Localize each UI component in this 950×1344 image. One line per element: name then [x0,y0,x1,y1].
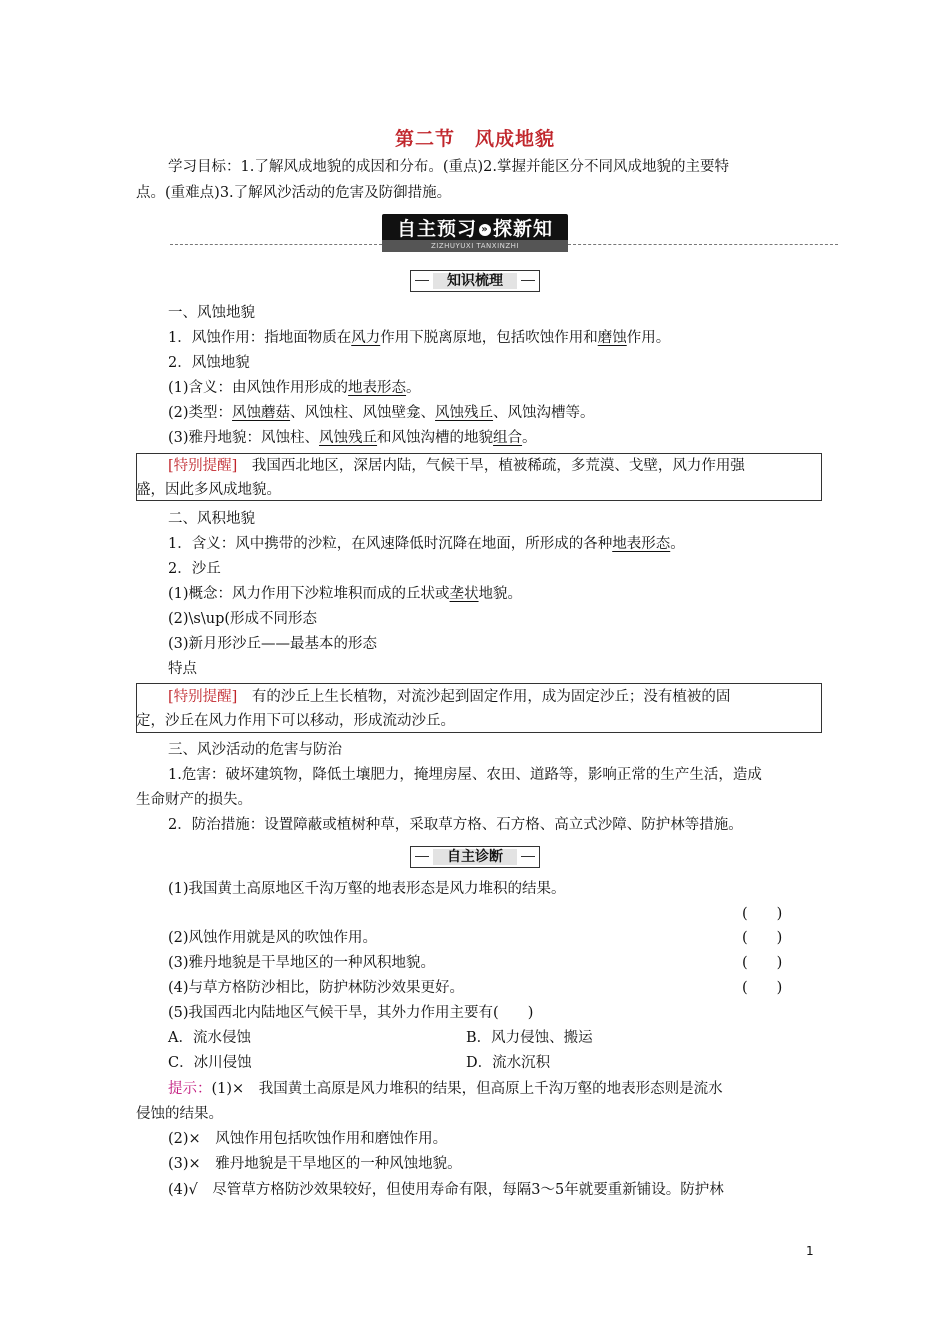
s1-p2: 2．风蚀地貌 [168,355,250,371]
hint-3: (3)× 雅丹地貌是干旱地区的一种风蚀地貌。 [168,1156,462,1172]
note-tag: [特别提醒] [168,458,238,474]
quiz-option-b: B．风力侵蚀、搬运 [466,1030,593,1046]
section-label-text: 知识梳理 [433,273,517,289]
s1-p4: (2)类型：风蚀蘑菇、风蚀柱、风蚀壁龛、风蚀残丘、风蚀沟槽等。 [168,405,595,421]
label-rule-left [415,856,429,857]
s2-p4: (2)\s\up(形成不同形态 [168,611,318,627]
hint-4: (4)√ 尽管草方格防沙效果较好，但使用寿命有限，每隔3～5年就要重新铺设。防护林 [168,1182,724,1198]
note-tag: [特别提醒] [168,689,238,705]
chevron-right-icon: » [479,224,491,236]
banner-right-text: 探新知 [493,218,554,240]
quiz-q5: (5)我国西北内陆地区气候干旱，其外力作用主要有( ) [168,1005,534,1021]
hint-tag: 提示： [168,1081,212,1097]
s2-p5: (3)新月形沙丘——最基本的形态 [168,636,378,652]
s3-p1-line-2: 生命财产的损失。 [136,792,252,808]
page-number: 1 [806,1244,814,1258]
s2-p3: (1)概念：风力作用下沙粒堆积而成的丘状或垄状地貌。 [168,586,523,602]
s1-p5: (3)雅丹地貌：风蚀柱、风蚀残丘和风蚀沟槽的地貌组合。 [168,430,537,446]
answer-paren: ( ) [742,980,783,996]
banner-dash-right [568,244,838,245]
label-rule-right [521,856,535,857]
answer-paren: ( ) [742,955,783,971]
quiz-option-a: A．流水侵蚀 [168,1030,251,1046]
s3-p1-line-1: 1.危害：破坏建筑物，降低土壤肥力，掩埋房屋、农田、道路等，影响正常的生产生活，造成 [168,767,762,783]
section-label-text: 自主诊断 [433,849,517,865]
s1-heading: 一、风蚀地貌 [168,305,255,321]
hint-2: (2)× 风蚀作用包括吹蚀作用和磨蚀作用。 [168,1131,448,1147]
objectives-line-2: 点。(重难点)3.了解风沙活动的危害及防御措施。 [136,185,452,201]
s2-p6: 特点 [168,661,197,677]
note2-line-1: [特别提醒] 有的沙丘上生长植物，对流沙起到固定作用，成为固定沙丘；没有植被的固 [168,689,731,705]
quiz-q2: (2)风蚀作用就是风的吹蚀作用。 [168,930,378,946]
section-label-diagnosis [410,846,540,868]
objectives-line-1: 学习目标：1.了解风成地貌的成因和分布。(重点)2.掌握并能区分不同风成地貌的主要特 [168,159,729,175]
note2-line-2: 定，沙丘在风力作用下可以移动，形成流动沙丘。 [136,713,455,729]
banner-subtitle: ZIZHUYUXI TANXINZHI [382,240,568,252]
quiz-option-d: D．流水沉积 [466,1055,551,1071]
s1-p1: 1．风蚀作用：指地面物质在风力作用下脱离原地，包括吹蚀作用和磨蚀作用。 [168,330,671,346]
s2-heading: 二、风积地貌 [168,511,255,527]
page-title: 第二节 风成地貌 [394,128,555,150]
answer-paren: ( ) [742,906,783,922]
banner-left-text: 自主预习 [396,218,477,240]
label-rule-left [415,280,429,281]
note1-line-1: [特别提醒] 我国西北地区，深居内陆，气候干旱，植被稀疏，多荒漠、戈壁，风力作用强 [168,458,745,474]
label-rule-right [521,280,535,281]
quiz-q1: (1)我国黄土高原地区千沟万壑的地表形态是风力堆积的结果。 [168,881,566,897]
answer-paren: ( ) [742,930,783,946]
s3-p2: 2．防治措施：设置障蔽或植树种草，采取草方格、石方格、高立式沙障、防护林等措施。 [168,817,743,833]
hint-1-line-1: 提示：(1)× 我国黄土高原是风力堆积的结果，但高原上千沟万壑的地表形态则是流水 [168,1081,723,1097]
quiz-option-c: C．冰川侵蚀 [168,1055,252,1071]
section-label-knowledge [410,270,540,292]
banner-dash-left [170,244,382,245]
quiz-q3: (3)雅丹地貌是干旱地区的一种风积地貌。 [168,955,436,971]
s1-p3: (1)含义：由风蚀作用形成的地表形态。 [168,380,421,396]
hint-1-line-2: 侵蚀的结果。 [136,1106,223,1122]
note1-line-2: 盛，因此多风成地貌。 [136,482,281,498]
quiz-q4: (4)与草方格防沙相比，防护林防沙效果更好。 [168,980,465,996]
s3-heading: 三、风沙活动的危害与防治 [168,742,342,758]
s2-p1: 1．含义：风中携带的沙粒，在风速降低时沉降在地面，所形成的各种地表形态。 [168,536,685,552]
s2-p2: 2．沙丘 [168,561,221,577]
